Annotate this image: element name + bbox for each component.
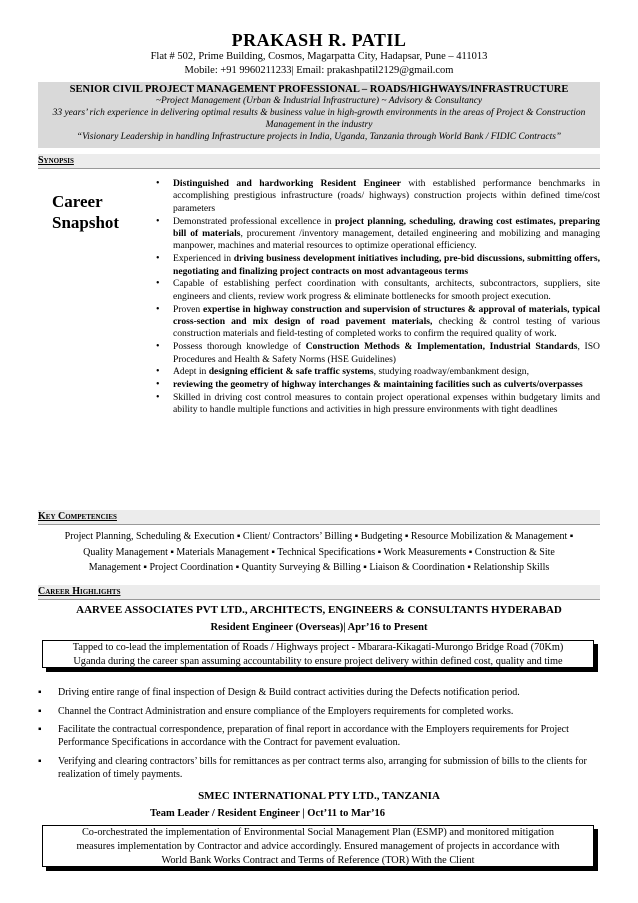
responsibility-item: ▪ Verifying and clearing contractors’ bills for remittances as per contract terms also, arranging for submission of bills to the clients for realization of timely payments. [38, 755, 600, 781]
career-snapshot-label: Career Snapshot [52, 192, 120, 232]
responsibility-item: ▪ Facilitate the contractual correspondence, preparation of final report in accordance with the Employers requirements for Project Performance Specifications in accordance with the Contract for pavement evaluation. [38, 723, 600, 749]
snapshot-item: • Skilled in driving cost control measures to contain project operational expenses within budgetary limits and ability to handle multiple functions and activities in high pressure environments with tight deadlines [148, 392, 600, 417]
job-role: Resident Engineer (Overseas)| Apr’16 to Present [210, 622, 428, 633]
competencies-line: Management ▪ Project Coordination ▪ Quantity Surveying & Billing ▪ Liaison & Coordination ▪ Relationship Skills [88, 562, 550, 573]
section-career-highlights: Career Highlights [38, 585, 600, 600]
snapshot-list [148, 178, 600, 417]
competencies-list [38, 529, 600, 576]
headline-quote: “Visionary Leadership in handling Infrastructure projects in India, Uganda, Tanzania through World Bank / FIDIC Contracts” [76, 132, 562, 142]
snapshot-item: • Distinguished and hardworking Resident Engineer with established performance benchmarks in accomplishing prestigious infrastructure (roads/ highways) construction projects within defined time/cost parameters [148, 178, 600, 215]
snapshot-item: • Experienced in driving business development initiatives including, pre-bid discussions, submitting offers, negotiating and finalizing project contracts on most advantageous terms [148, 253, 600, 278]
company-name: AARVEE ASSOCIATES PVT LTD., ARCHITECTS, ENGINEERS & CONSULTANTS HYDERABAD [76, 604, 562, 616]
section-key-competencies: Key Competencies [38, 510, 600, 525]
snapshot-item: • Proven expertise in highway construction and supervision of structures & approval of materials, typical cross-section and mix design of road pavement materials, checking & control testing of various construction materials and field-testing of completed works to confirm the required quality of work. [148, 304, 600, 341]
section-synopsis: Synopsis [38, 154, 600, 169]
job-summary-box: Tapped to co-lead the implementation of Roads / Highways project - Mbarara-Kikagati-Murongo Bridge Road (70Km) Uganda during the career span assuming accountability to ensure project delivery within defined cost, quality and time [42, 640, 594, 668]
responsibility-item: ▪ Driving entire range of final inspection of Design & Build contract activities during the Defects notification period. [38, 686, 600, 699]
snapshot-item: • Adept in designing efficient & safe traffic systems, studying roadway/embankment design, [148, 366, 600, 378]
job-responsibilities [38, 686, 600, 786]
job-summary-box: Co-orchestrated the implementation of Environmental Social Management Plan (ESMP) and monitored mitigation measures implementation by Contractor and advice accordingly. Ensured management of projects in accordance with World Bank Works Contract and Terms of Reference (TOR) With the Client [42, 825, 594, 867]
job-role: Team Leader / Resident Engineer | Oct’11 to Mar’16 [150, 808, 386, 819]
candidate-name: PRAKASH R. PATIL [231, 30, 407, 50]
headline-experience: 33 years’ rich experience in delivering optimal results & business value in high-growth environments in the areas of Project & Construction Management in the industry [52, 108, 586, 130]
snapshot-item: • reviewing the geometry of highway interchanges & maintaining facilities such as culverts/overpasses [148, 379, 600, 391]
company-name: SMEC INTERNATIONAL PTY LTD., TANZANIA [198, 790, 440, 802]
contact-line: Mobile: +91 9960211233| Email: prakashpatil2129@gmail.com [184, 65, 454, 76]
competencies-line: Project Planning, Scheduling & Execution ▪ Client/ Contractors’ Billing ▪ Budgeting ▪ Resource Mobilization & Management ▪ [64, 531, 574, 542]
snapshot-item: • Possess thorough knowledge of Construction Methods & Implementation, Industrial Standards, ISO Procedures and Health & Safety Norms (HSE Guidelines) [148, 341, 600, 366]
competencies-line: Quality Management ▪ Materials Management ▪ Technical Specifications ▪ Work Measurements ▪ Construction & Site [83, 546, 555, 558]
headline-banner [38, 82, 600, 148]
address: Flat # 502, Prime Building, Cosmos, Magarpatta City, Hadapsar, Pune – 411013 [150, 51, 488, 62]
snapshot-item: • Demonstrated professional excellence in project planning, scheduling, drawing cost estimates, preparing bill of materials, procurement /inventory management, detailed engineering and mobilizing and managing manpower, machines and material resources to optimize operational efficiency. [148, 216, 600, 253]
responsibility-item: ▪ Channel the Contract Administration and ensure compliance of the Employers requirements for completed works. [38, 705, 600, 718]
snapshot-item: • Capable of establishing perfect coordination with consultants, architects, subcontractors, suppliers, site engineers and clients, review work progress & eliminate bottlenecks for smooth project execution. [148, 278, 600, 303]
headline-title: SENIOR CIVIL PROJECT MANAGEMENT PROFESSIONAL – ROADS/HIGHWAYS/INFRASTRUCTURE [69, 84, 569, 95]
headline-subtitle: ~Project Management (Urban & Industrial Infrastructure) ~ Advisory & Consultancy [155, 96, 483, 106]
